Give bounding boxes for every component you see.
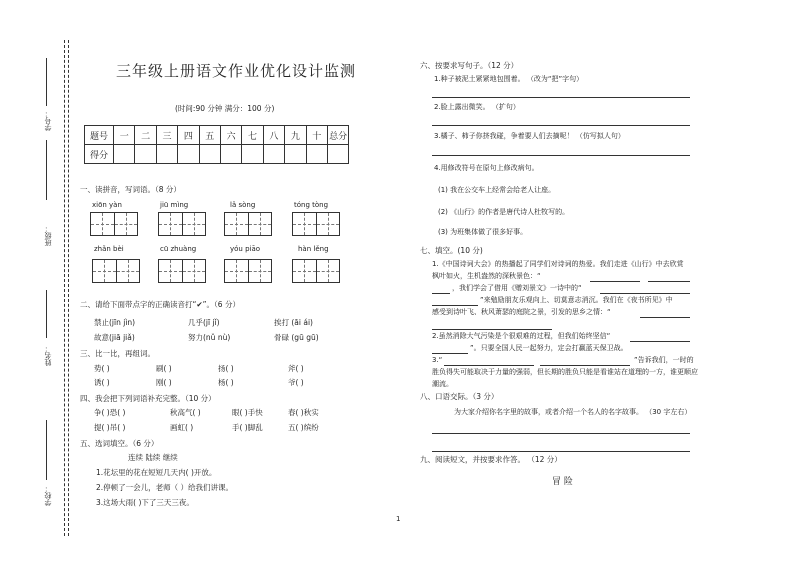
fill-blank[interactable]: 五( )缤纷 (288, 423, 319, 432)
story-title: 冒 险 (552, 477, 573, 487)
section-6-heading: 六、按要求写句子。（12 分） (420, 61, 519, 70)
fill-blank[interactable]: 势( ) (94, 364, 110, 373)
table-cell: 六 (220, 126, 241, 145)
score-input-cell[interactable] (242, 145, 263, 164)
section-1-heading: 一、读拼音，写词语。（8 分） (80, 185, 181, 194)
score-input-cell[interactable] (306, 145, 327, 164)
school-line (46, 420, 47, 480)
reading-choice[interactable]: 故意(jiā jiǎ) (94, 333, 135, 342)
fill-blank[interactable]: 春( )秋实 (288, 408, 319, 417)
score-input-cell[interactable] (135, 145, 156, 164)
score-table-score-row (85, 145, 349, 164)
question-text: 4.用修改符号在原句上修改病句。 (434, 164, 539, 172)
page-number: 1 (396, 515, 401, 523)
binding-dashed-line-inner (68, 40, 69, 536)
answer-line[interactable] (432, 305, 478, 306)
answer-line[interactable] (444, 365, 534, 366)
pinyin-label: yóu piāo (230, 245, 261, 253)
score-table (84, 125, 349, 164)
table-cell: 五 (199, 126, 220, 145)
fill-blank[interactable]: 刷( ) (156, 364, 172, 373)
section-8-heading: 八、口语交际。（3 分） (420, 392, 499, 401)
reading-choice[interactable]: 骨碌 (gū gū) (274, 333, 319, 342)
fill-sentence[interactable]: 3.这场大雨( )下了三天三夜。 (96, 498, 194, 507)
table-cell: 九 (285, 126, 306, 145)
table-cell: 题号 (85, 126, 114, 145)
fill-blank[interactable]: 斧( ) (288, 364, 304, 373)
pinyin-label: lǎ sòng (230, 201, 256, 209)
answer-line[interactable] (432, 353, 468, 354)
answer-line[interactable] (648, 281, 690, 282)
score-input-cell[interactable] (199, 145, 220, 164)
answer-line[interactable] (630, 341, 690, 342)
table-cell: 七 (242, 126, 263, 145)
table-cell: 总分 (327, 126, 348, 145)
answer-line[interactable] (540, 365, 630, 366)
binding-dashed-line (64, 40, 65, 536)
fill-blank[interactable]: 眼( )手快 (232, 408, 263, 417)
fill-blank[interactable]: 秋高气( ) (170, 408, 201, 417)
pinyin-label: jiū mìng (160, 201, 189, 209)
paragraph-text: 1.《中国诗词大会》的热播起了同学们对诗词的热爱。我们走进《山行》中去欣赏 (432, 260, 684, 268)
section-4-heading: 四、我会把下列词语补充完整。（10 分） (80, 394, 216, 403)
paragraph-text: ”告诉我们，一时的 (634, 356, 694, 364)
paragraph-text: ”来勉励朋友乐观向上、切莫意志消沉。我们在《夜书所见》中 (480, 296, 673, 304)
writing-grid[interactable] (92, 259, 140, 283)
question-text[interactable]: (1) 我在公交车上经常会给老人让座。 (438, 186, 556, 194)
answer-line[interactable] (432, 293, 450, 294)
paragraph-text: 胜负得失可能取决于力量的强弱，但长期的胜负只能是看谁站在道理的一方，谁更顺应 (432, 368, 698, 376)
paragraph-text: 3.“ (432, 356, 443, 364)
reading-choice[interactable]: 努力(nǔ nù) (188, 333, 231, 342)
question-text: 1.种子被泥土紧紧地包围着。 （改为“把”字句） (434, 75, 584, 83)
fill-blank[interactable]: 刚( ) (156, 378, 172, 387)
writing-grid[interactable] (224, 259, 272, 283)
score-input-cell[interactable] (114, 145, 135, 164)
pinyin-label: cū zhuàng (160, 245, 197, 253)
fill-blank[interactable]: 争( )恐( ) (94, 408, 126, 417)
paragraph-text: 感受到诗叶飞、秋风萧瑟的庭院之景，引发的思乡之情：“ (432, 308, 611, 316)
writing-grid[interactable] (158, 212, 206, 236)
section-7-heading: 七、填空。(10 分) (420, 246, 483, 255)
reading-choice[interactable]: 挨打 (āi ái) (274, 318, 313, 327)
reading-choice[interactable]: 禁止(jīn jìn) (94, 318, 136, 327)
section-2-heading: 二、请给下面带点字的正确读音打“✔”。（6 分） (80, 300, 240, 309)
pinyin-label: zhǎn bèi (94, 245, 124, 253)
section-5-heading: 五、选词填空。（6 分） (80, 439, 159, 448)
answer-line[interactable] (432, 125, 690, 126)
answer-line[interactable] (432, 155, 690, 156)
question-text[interactable]: (2) 《山行》的作者是唐代诗人杜牧写的。 (438, 208, 570, 216)
score-table-header-row (85, 126, 349, 145)
table-cell: 十 (306, 126, 327, 145)
exam-meta: (时间:90 分钟 满分：100 分) (175, 104, 275, 113)
answer-line[interactable] (590, 281, 640, 282)
table-cell: 四 (178, 126, 199, 145)
student-id-line (46, 58, 47, 106)
writing-grid[interactable] (224, 212, 272, 236)
table-cell: 八 (263, 126, 284, 145)
writing-grid[interactable] (292, 212, 340, 236)
section-3-heading: 三、比一比，再组词。 (80, 349, 155, 358)
writing-grid[interactable] (158, 259, 206, 283)
paragraph-text: 2.虽然消除大气污染是个很艰难的过程，但我们始终坚信“ (432, 332, 611, 340)
paragraph-text: 潮流。 (432, 380, 453, 388)
answer-line[interactable] (432, 329, 552, 330)
writing-grid[interactable] (90, 212, 138, 236)
table-cell: 二 (135, 126, 156, 145)
name-label: 姓名： (44, 345, 52, 366)
score-input-cell[interactable] (220, 145, 241, 164)
fill-blank[interactable]: 提( )吊( ) (94, 423, 126, 432)
fill-blank[interactable]: 诱( ) (94, 378, 110, 387)
table-cell: 一 (114, 126, 135, 145)
score-input-cell[interactable] (178, 145, 199, 164)
writing-grid[interactable] (292, 259, 340, 283)
question-text: 3.橘子、柿子你挤我碰，争着要人们去摘呢！ （仿写拟人句） (434, 132, 625, 140)
fill-blank[interactable]: 扬( ) (218, 364, 234, 373)
name-line (46, 290, 47, 338)
class-label: 班级： (44, 225, 52, 246)
answer-line[interactable] (640, 317, 690, 318)
prompt-text: 为大家介绍你名字里的故事，或者介绍一个名人的名字故事。 （30 字左右） (454, 408, 692, 416)
score-input-cell[interactable] (327, 145, 348, 164)
class-line (46, 140, 47, 200)
answer-line[interactable] (600, 293, 690, 294)
table-cell: 得分 (85, 145, 114, 164)
fill-blank[interactable]: 画虹( ) (170, 423, 194, 432)
answer-line[interactable] (432, 451, 690, 452)
reading-choice[interactable]: 几乎(jī jǐ) (188, 318, 220, 327)
student-id-label: 学号： (44, 110, 52, 131)
fill-blank[interactable]: 爷( ) (288, 378, 304, 387)
question-text: 2.脸上露出微笑。 （扩句） (434, 103, 520, 111)
paragraph-text: ，我们学会了借用《赠刘景文》一诗中的“ (452, 284, 582, 292)
paragraph-text: ”。只要全国人民一起努力，定会打赢蓝天保卫战。 (470, 344, 628, 352)
score-input-cell[interactable] (156, 145, 177, 164)
word-bank: 连续 陆续 继续 (128, 453, 178, 462)
paragraph-text: 枫叶如火，生机盎然的深秋景色：“ (432, 272, 541, 280)
pinyin-label: tóng tòng (294, 201, 329, 209)
score-input-cell[interactable] (285, 145, 306, 164)
section-9-heading: 九、阅读短文，并按要求作答。 （12 分） (420, 455, 562, 464)
fill-blank[interactable]: 手( )脚乱 (232, 423, 263, 432)
question-text[interactable]: (3) 为班集体做了很多好事。 (438, 228, 528, 236)
school-label: 学校： (44, 485, 52, 506)
answer-line[interactable] (432, 433, 690, 434)
answer-line[interactable] (432, 97, 690, 98)
fill-blank[interactable]: 杨( ) (218, 378, 234, 387)
score-input-cell[interactable] (263, 145, 284, 164)
page-title: 三年级上册语文作业优化设计监测 (116, 62, 357, 80)
pinyin-label: xiōn yàn (92, 201, 122, 209)
pinyin-label: hàn lěng (298, 245, 329, 253)
fill-sentence[interactable]: 2.停顿了一会儿，老师（ ）给我们讲课。 (96, 483, 234, 492)
table-cell: 三 (156, 126, 177, 145)
fill-sentence[interactable]: 1.花坛里的花在短短几天内( )开放。 (96, 468, 217, 477)
